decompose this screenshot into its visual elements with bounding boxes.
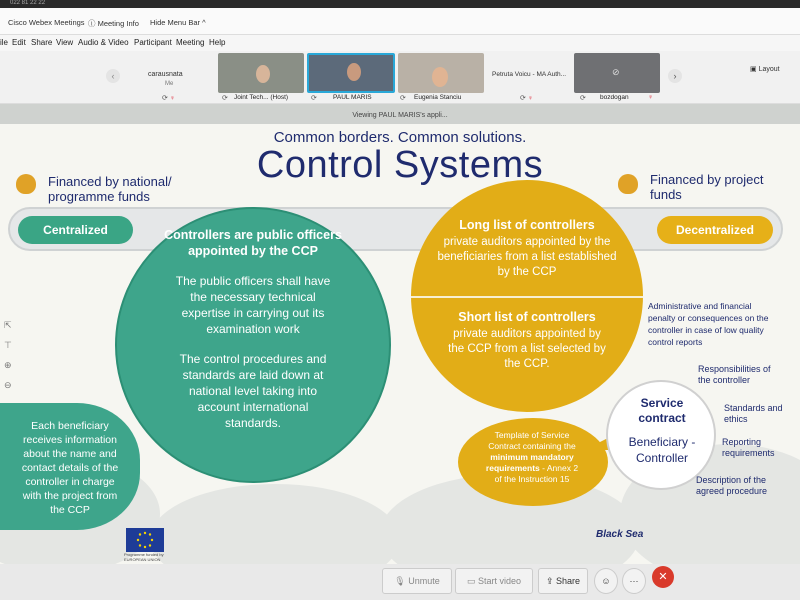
standards-item bbox=[724, 403, 783, 425]
note-line: contact details of the bbox=[21, 462, 119, 474]
reactions-button[interactable] bbox=[594, 568, 618, 594]
participant-video bbox=[432, 67, 448, 87]
start-video-label: Start video bbox=[478, 576, 522, 586]
long-list-heading: Long list of controllers bbox=[459, 218, 595, 232]
financed-left-label bbox=[48, 174, 172, 204]
beneficiary-note bbox=[0, 403, 140, 530]
body-line: by the CCP bbox=[497, 266, 557, 278]
participant-strip bbox=[0, 51, 800, 104]
video-off-icon: ⊘ bbox=[612, 67, 620, 77]
menu-participant[interactable]: Participant bbox=[134, 38, 172, 47]
note-line: Each beneficiary bbox=[31, 420, 109, 432]
body-line: private auditors appointed by the bbox=[443, 236, 611, 248]
menu-audio-video[interactable]: Audio & Video bbox=[78, 38, 129, 47]
menu-help[interactable]: Help bbox=[209, 38, 226, 47]
background-cloud bbox=[150, 484, 400, 564]
participant-name: carausnata bbox=[148, 71, 183, 78]
participant-name: bozdogan bbox=[600, 94, 629, 101]
layout-label: Layout bbox=[758, 66, 780, 73]
centralized-para-2 bbox=[137, 351, 369, 431]
centralized-heading bbox=[127, 227, 379, 259]
short-list-body bbox=[421, 327, 633, 372]
participant-name: Joint Tech... (Host) bbox=[234, 94, 289, 101]
penalty-note bbox=[648, 300, 796, 348]
note-line: Administrative and financial bbox=[648, 301, 752, 311]
participant-tile-petruta[interactable] bbox=[486, 53, 572, 93]
audio-icon: ⟳ bbox=[400, 95, 406, 102]
zoom-in-icon[interactable]: ⊕ bbox=[4, 360, 12, 370]
callout-annex: - Annex 2 bbox=[539, 463, 579, 473]
menu-view[interactable]: View bbox=[56, 38, 74, 47]
financed-right-label bbox=[650, 172, 763, 202]
decentralized-pill: Decentralized bbox=[657, 216, 773, 244]
money-bag-icon bbox=[618, 174, 638, 194]
eu-caption: Programme funded by EUROPEAN UNION bbox=[124, 552, 164, 562]
body-line: beneficiaries from a list established bbox=[437, 251, 617, 263]
service-heading-line: Service bbox=[640, 396, 684, 410]
responsibilities-item bbox=[698, 364, 771, 386]
heading-line: Controllers are public officers bbox=[164, 228, 342, 242]
reporting-item bbox=[722, 437, 775, 459]
layout-icon: ▣ bbox=[750, 66, 759, 73]
participant-name: PAUL MARIS bbox=[333, 94, 372, 101]
zoom-out-icon[interactable]: ⊖ bbox=[4, 380, 12, 390]
note-line: controller in case of low quality bbox=[648, 325, 764, 335]
share-icon: ⇪ bbox=[545, 576, 554, 586]
note-line: with the project from bbox=[22, 490, 118, 502]
scroll-left-button[interactable]: ‹ bbox=[106, 69, 120, 83]
service-body bbox=[612, 434, 712, 466]
participant-tile-carausnata[interactable] bbox=[128, 53, 214, 93]
participant-me-tag: Me bbox=[165, 81, 174, 87]
para-line: account international bbox=[197, 400, 309, 414]
callout-bold-word: requirements bbox=[485, 463, 540, 473]
resp-line: requirements bbox=[722, 448, 775, 458]
shared-slide bbox=[0, 124, 800, 564]
resp-line: agreed procedure bbox=[696, 486, 768, 496]
menu-file[interactable]: ile bbox=[0, 38, 9, 47]
viewing-banner: Viewing PAUL MARIS's appli... bbox=[352, 112, 448, 119]
resp-line: Description of the bbox=[696, 475, 767, 485]
short-list-heading: Short list of controllers bbox=[458, 310, 596, 324]
participant-tile-paul-maris[interactable] bbox=[307, 53, 395, 93]
centralized-pill: Centralized bbox=[18, 216, 133, 244]
participant-tile-bozdogan[interactable] bbox=[574, 53, 660, 93]
camera-icon: ▭ bbox=[466, 576, 476, 586]
body-line: private auditors appointed by bbox=[453, 328, 601, 340]
participant-video bbox=[347, 63, 361, 81]
mic-icon: 🎙 bbox=[394, 576, 406, 586]
pin-tool-icon[interactable]: ⊤ bbox=[4, 340, 12, 350]
service-body-line: Beneficiary - bbox=[628, 435, 696, 449]
para-line: The public officers shall have bbox=[175, 274, 331, 288]
participant-name: Petruta Voicu - MA Auth... bbox=[492, 71, 567, 78]
mic-muted-icon: ♀ bbox=[648, 94, 654, 101]
resp-line: Standards and bbox=[724, 403, 783, 413]
financed-right-line: Financed by project bbox=[650, 172, 764, 187]
procedure-item bbox=[696, 475, 767, 497]
more-options-button[interactable]: ··· bbox=[622, 568, 646, 594]
share-button[interactable] bbox=[538, 568, 588, 594]
money-bag-icon bbox=[16, 174, 36, 194]
body-line: the CCP. bbox=[504, 358, 550, 370]
para-line: the necessary technical bbox=[190, 290, 316, 304]
centralized-circle bbox=[115, 207, 391, 483]
pointer-tool-icon[interactable]: ⇱ bbox=[4, 320, 12, 330]
audio-icon: ⟳ bbox=[580, 95, 586, 102]
scroll-right-button[interactable]: › bbox=[668, 69, 682, 83]
menu-share[interactable]: Share bbox=[31, 38, 53, 47]
resp-line: the controller bbox=[698, 375, 751, 385]
centralized-para-1 bbox=[137, 273, 369, 337]
note-line: receives information bbox=[23, 434, 117, 446]
eu-stars-icon bbox=[126, 528, 164, 552]
menu-bar bbox=[0, 35, 800, 51]
slide-subtitle: Common borders. Common solutions. bbox=[273, 129, 527, 146]
app-title: Cisco Webex Meetings bbox=[8, 18, 85, 27]
resp-line: Reporting bbox=[722, 437, 762, 447]
callout-line-bold: minimum mandatory bbox=[490, 452, 574, 462]
resp-line: Responsibilities of bbox=[698, 364, 771, 374]
para-line: national level taking into bbox=[188, 384, 318, 398]
para-line: The control procedures and bbox=[179, 352, 327, 366]
long-list-body bbox=[417, 235, 637, 280]
menu-edit[interactable]: Edit bbox=[12, 38, 26, 47]
callout-line: Template of Service bbox=[494, 430, 570, 440]
note-line: about the name and bbox=[23, 448, 117, 460]
audio-icon: ⟳ ♀ bbox=[162, 95, 176, 102]
para-line: standards. bbox=[224, 416, 282, 430]
unmute-label: Unmute bbox=[408, 576, 440, 586]
audio-icon: ⟳ ♀ bbox=[520, 95, 534, 102]
meeting-info-button[interactable]: ⓘ Meeting Info bbox=[88, 19, 139, 28]
financed-left-line: Financed by national/ bbox=[48, 174, 172, 189]
meeting-controls-bar bbox=[0, 564, 800, 600]
service-body-line: Controller bbox=[635, 451, 689, 465]
logo-text: Black Sea bbox=[596, 529, 644, 540]
para-line: examination work bbox=[206, 322, 300, 336]
phone-number-strip: 022 81 22 22 bbox=[0, 0, 800, 8]
callout-line: Contract containing the bbox=[488, 441, 576, 451]
unmute-button[interactable] bbox=[382, 568, 452, 594]
end-meeting-button[interactable]: ✕ bbox=[652, 566, 674, 588]
meeting-info-label: Meeting Info bbox=[97, 19, 139, 28]
hide-menu-bar-button[interactable]: Hide Menu Bar ^ bbox=[150, 18, 206, 27]
slide-title: Control Systems bbox=[256, 144, 544, 186]
financed-right-line: funds bbox=[650, 187, 682, 202]
eu-flag-logo bbox=[126, 528, 164, 552]
note-line: penalty or consequences on the bbox=[648, 313, 769, 323]
black-sea-logo bbox=[596, 524, 656, 546]
menu-meeting[interactable]: Meeting bbox=[176, 38, 205, 47]
para-line: expertise in carrying out its bbox=[181, 306, 325, 320]
service-heading bbox=[612, 396, 712, 426]
audio-icon: ⟳ bbox=[222, 95, 228, 102]
note-line: the CCP bbox=[50, 504, 90, 516]
body-line: the CCP from a list selected by bbox=[448, 343, 606, 355]
audio-icon: ⟳ bbox=[311, 95, 317, 102]
circle-divider bbox=[411, 296, 643, 298]
service-heading-line: contract bbox=[638, 411, 686, 425]
callout-text bbox=[465, 430, 599, 485]
share-label: Share bbox=[556, 576, 581, 586]
note-line: control reports bbox=[648, 337, 703, 347]
participant-name: Eugenia Stanciu bbox=[414, 94, 462, 101]
resp-line: ethics bbox=[724, 414, 748, 424]
service-contract-circle bbox=[606, 380, 716, 490]
financed-left-line: programme funds bbox=[48, 189, 150, 204]
layout-button[interactable] bbox=[750, 65, 780, 73]
para-line: standards are laid down at bbox=[182, 368, 324, 382]
participant-tile-eugenia[interactable] bbox=[398, 53, 484, 93]
participant-tile-joint-tech[interactable] bbox=[218, 53, 304, 93]
start-video-button[interactable] bbox=[455, 568, 533, 594]
callout-line: of the Instruction 15 bbox=[494, 474, 570, 484]
note-line: controller in charge bbox=[25, 476, 115, 488]
participant-video bbox=[256, 65, 270, 83]
heading-line: appointed by the CCP bbox=[188, 244, 318, 258]
smiley-icon: ☺ bbox=[601, 576, 611, 586]
